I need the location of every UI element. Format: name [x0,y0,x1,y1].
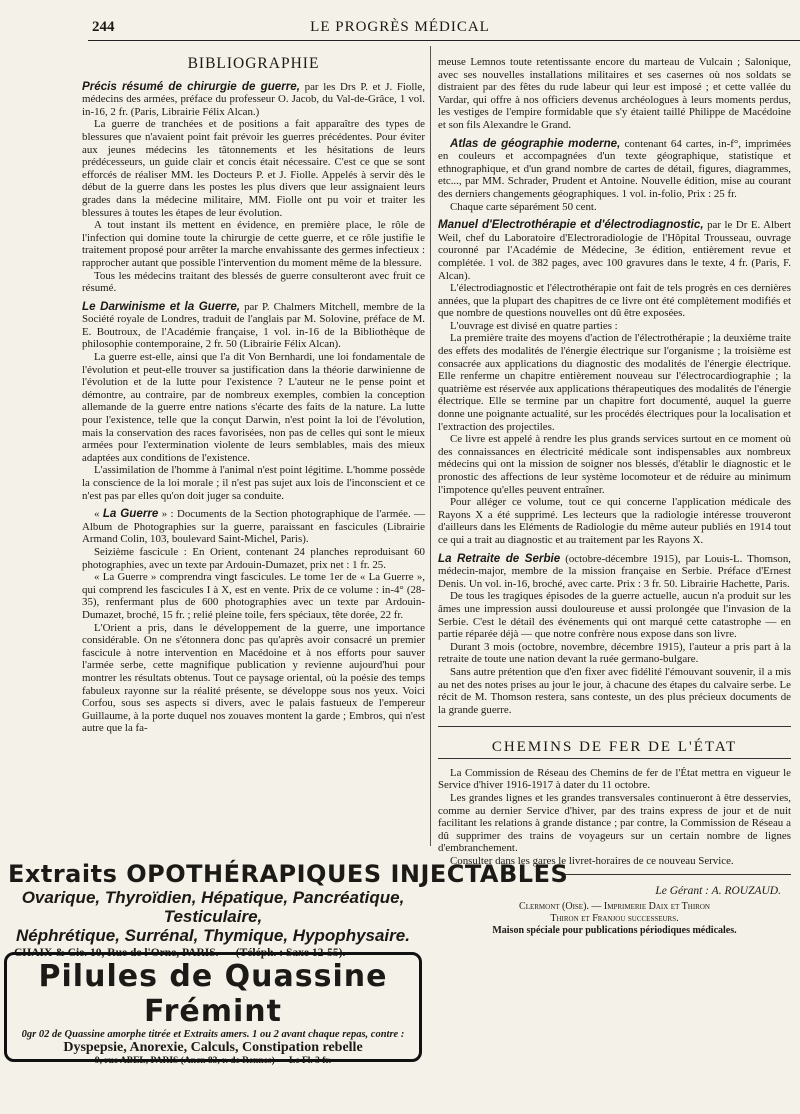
review-paragraph: De tous les tragiques épisodes de la guerre actuelle, aucun n'a produit sur les âmes une impression aussi douloureuse et aussi prolongée que l'invasion de la Serbie. C'est le détail des événements qui ont marqué cette catastrophe — en partie réparée déjà — que notre confrère nous expose dans son livre. [438,590,791,641]
printer-line: Clermont (Oise). — Imprimerie Daix et Thiron [519,901,710,913]
advertisement-opotherapiques [0,860,569,959]
review-paragraph: A tout instant ils mettent en évidence, en première place, le rôle de l'infection qui domine toute la chirurgie de cette guerre, et ce rôle justifie le traitement proposé pour arrêter la marche envahissante des germes infectieux : rapprocher autant que possible l'intervention du moment même de la blessure. [82,219,425,269]
review-heading: Manuel d'Electrothérapie et d'électrodiagnostic, par le Dr E. Albert Weil, chef du Laboratoire d'Electroradiologie de l'Hôpital Trousseau, ouvrage couronné par l'Académie de Médecine, 3e édition, entièrement revue et complétée. 1 vol. de 382 pages, avec 100 gravures dans le texte, 4 fr. (Paris, F. Alcan). [438,218,791,282]
left-column [82,55,425,735]
review-paragraph: Seizième fascicule : En Orient, contenant 24 planches reproduisant 60 photographies, avec un texte par Ardouin-Dumazet, prix net : 1 fr. 25. [82,545,425,571]
notice-paragraph: Les grandes lignes et les grandes transversales continueront à être desservies, comme au dernier Service d'hiver, par des trains express de jour et de nuit facilitant les relations à grande distance ; par contre, la Commission de Réseau a dû supprimer des trains de voyageurs sur un certain nombre de lignes d'embranchement. [438,792,791,855]
ad-address: CHAIX & Cie. 10, Rue de l'Orne, PARIS. — (Téléph. : Saxe 12-55). [14,947,346,959]
section-title: BIBLIOGRAPHIE [187,55,320,72]
section-rule [438,758,791,759]
column-divider [430,46,431,846]
review-paragraph: Sans autre prétention que d'en fixer avec fidélité l'émouvant souvenir, il a mis au net des notes prises au jour le jour, à chacune des étapes du calvaire serbe. Le récit de M. Thomson restera, sans conteste, un des plus précieux documents de la grande guerre. [438,665,791,716]
section-rule [438,726,791,727]
review-heading: Atlas de géographie moderne, contenant 64 cartes, in-f°, imprimées en couleurs et accompagnées d'un texte géographique, statistique et ethnographique, et d'un grand nombre de cartes de détail, figures, diagrammes, etc..., par MM. Schrader, Prudent et Antoine. Nouvelle édition, mise au courant des derniers changements géographiques. 1 vol. in-folio, Prix : 25 fr. [438,136,791,200]
review-paragraph: L'électrodiagnostic et l'électrothérapie ont fait de tels progrès en ces dernières années, que la plupart des chapitres de ce livre ont été complètement modifiés et que nombre de questions nouvelles ont dû être exposées. [438,282,791,320]
review-paragraph: Chaque carte séparément 50 cent. [450,200,597,213]
railway-notice-title: CHEMINS DE FER DE L'ÉTAT [491,739,738,756]
review-heading: Précis résumé de chirurgie de guerre, par les Drs P. et J. Fiolle, médecins des armées, préface du professeur O. Jacob, du Val-de-Grâce, 1 vol. in-16, 2 fr. (Paris, Librairie Félix Alcan.) [82,79,425,118]
review-paragraph: La guerre est-elle, ainsi que l'a dit Von Bernhardi, une loi fondamentale de l'évolution et peut-elle trouver sa justification dans la théorie darwinienne de l'évolution et de la lutte pour l'existence ? L'auteur ne le pense point et démontre, au contraire, par de nombreux exemples, combien la conception allemande de la guerre entre nations s'écarte des faits de la nature. La lutte pour l'existence, telle que la conçut Darwin, n'est point la loi de l'évolution, mais la conservation des races favorisées, non pas de celles qui sont le mieux armées pour l'extermination violente de leurs semblables, mais des mieux adaptées aux conditions de l'existence. [82,351,425,464]
review-heading: « La Guerre » : Documents de la Section photographique de l'armée. — Album de Photographies sur la guerre, paraissant en fascicules (Librairie Armand Colin, 103, boulevard Saint-Michel, Paris). [82,507,425,546]
review-paragraph: La guerre de tranchées et de positions a fait apparaître des types de blessures que n'avaient point fait prévoir les guerres précédentes. Pour éviter aux jeunes médecins les tâtonnements et les hésitations de leurs prédécesseurs, un guide clair et concis était nécessaire. C'est ce que se sont efforcés de réaliser MM. les Docteurs P. et J. Fiolle. Appelés à servir dès le début de la guerre dans les postes les plus divers que leur assignaient leurs grades dans la médecine militaire, MM. Fiolle ont pu voir et traiter les blessures à toutes les étapes de leur évolution. [82,118,425,219]
review-heading: Le Darwinisme et la Guerre, par P. Chalmers Mitchell, membre de la Société royale de Londres, traduit de l'anglais par M. Solovine, préface de M. E. Boutroux, de l'Académie française, 1 vol. in-16 de la Bibliothèque de philosophie contemporaine, 2 fr. 50 (Librairie Félix Alcan). [82,299,425,351]
review-paragraph: La première traite des moyens d'action de l'électrothérapie ; la deuxième traite des effets des modalités de l'énergie électrique sur l'organisme ; la troisième est consacrée aux applications du diagnostic des modalités de l'énergie électrique. Elle renferme un chapitre entièrement nouveau sur l'électrocardiographie ; la quatrième est réservée aux applications thérapeutiques des modalités de l'énergie électrique. Elle se termine par un chapitre fort documenté, auquel la guerre donne une poignante actualité, sur les procédés électriques pour la localisation et l'extraction des projectiles. [438,332,791,433]
page-number: 244 [92,19,115,35]
review-paragraph: L'ouvrage est divisé en quatre parties : [450,319,618,332]
review-paragraph: Pour alléger ce volume, tout ce qui concerne l'application médicale des Rayons X a été supprimé. Les lecteurs que la radiologie intéresse trouveront d'ailleurs dans les Eléments de Radiologie du même auteur publiés en 1914 tout ce qui a trait au diagnostic et au traitement par les Rayons X. [438,496,791,546]
review-paragraph: L'assimilation de l'homme à l'animal n'est point légitime. L'homme possède la conscience de la loi morale ; il n'est pas sujet aux lois de l'inconscient et ce n'est pas par elles qu'on doit juger sa conduite. [82,464,425,502]
ad-product-line: Néphrétique, Surrénal, Thymique, Hypophysaire. [16,926,410,945]
review-paragraph: L'Orient a pris, dans le développement de la guerre, une importance considérable. On ne s'étonnera donc pas qu'après avoir consacré un premier fascicule à notre intervention en Macédoine et à nos efforts pour sauver l'armée serbe, cette magnifique publication y revienne aujourd'hui pour montrer les résultats obtenus. Tout ce paysage oriental, où la poésie des temps fabuleux rayonne sur la réalité présente, se développe sous nos yeux. Voici Corfou, sous ses aspects si divers, avec le palais fastueux de l'empereur Guillaume, à la porte duquel nos zouaves montent la garde ; Embros, qui n'est autre que la fa- [82,621,425,735]
ad-product-line: Ovarique, Thyroïdien, Hépatique, Pancréatique, Testiculaire, [21,888,405,926]
continued-paragraph: meuse Lemnos toute retentissante encore du marteau de Vulcain ; Salonique, avec ses nouvelles installations militaires et ses casernes où nos soldats se distraient par des fêtes du rude labeur qui leur est imposé ; et cette vallée du Vardar, qui offre à nos officiers devenus archéologues à leurs moments perdus, les vestiges de l'empire formidable que s'y étaient taillé Philippe de Macédoine et son fils Alexandre le Grand. [438,56,791,131]
footer-rule [558,874,791,875]
header-rule [88,40,800,41]
ad-headline: Extraits OPOTHÉRAPIQUES INJECTABLES [8,860,569,888]
ad-indications: Dyspepsie, Anorexie, Calculs, Constipation rebelle [63,1040,363,1055]
printer-line: Thiron et Franjou successeurs. [550,913,679,925]
notice-paragraph: Consulter dans les gares le livret-horaires de ce nouveau Service. [450,855,734,868]
ad-headline: Pilules de Quassine Frémint [38,959,388,1029]
right-column [438,56,791,937]
ad-dosage: 0gr 02 de Quassine amorphe titrée et Extraits amers. 1 ou 2 avant chaque repas, contre : [21,1029,405,1040]
journal-title: LE PROGRÈS MÉDICAL [310,19,490,35]
advertisement-quassine [4,952,422,1066]
ad-address: 9, rue ABEL, PARIS (Ancn 83, r. de Rennes) — Le Fl. 3 fr. [94,1056,332,1066]
page-header [0,0,800,40]
notice-paragraph: La Commission de Réseau des Chemins de fer de l'État mettra en vigueur le Service d'hiver 1916-1917 à dater du 11 octobre. [438,766,791,792]
review-paragraph: « La Guerre » comprendra vingt fascicules. Le tome 1er de « La Guerre », qui comprend les fascicules I à X, est en vente. Prix de ce volume : in-4° (28-35), renfermant plus de 600 photographies avec un texte par Ardouin-Dumazet, broché, 15 fr. ; relié pleine toile, fers spéciaux, tête dorée, 22 fr. [82,571,425,621]
review-paragraph: Durant 3 mois (octobre, novembre, décembre 1915), l'auteur a pris part à la retraite de toute une nation devant la ruée germano-bulgare. [438,640,791,666]
gerant-signature: Le Gérant : A. ROUZAUD. [655,884,781,897]
review-paragraph: Ce livre est appelé à rendre les plus grands services surtout en ce moment où des connaissances en électricité médicale sont indispensables aux nombreux médecins qui ont la mission de soigner nos blessés, d'établir le diagnostic et le pronostic des affections de leur système locomoteur et de réduire au minimum l'impotence qu'elles peuvent entraîner. [438,433,791,496]
review-heading: La Retraite de Serbie (octobre-décembre 1915), par Louis-L. Thomson, médecin-major, membre de la mission française en Serbie. Préface d'Ernest Denis. Un vol. in-16, broché, avec carte. Prix : 3 fr. 50. Librairie Hachette, Paris. [438,551,791,590]
printer-line: Maison spéciale pour publications périodiques médicales. [492,925,737,937]
review-paragraph: Tous les médecins traitant des blessés de guerre consulteront avec fruit ce résumé. [82,269,425,295]
